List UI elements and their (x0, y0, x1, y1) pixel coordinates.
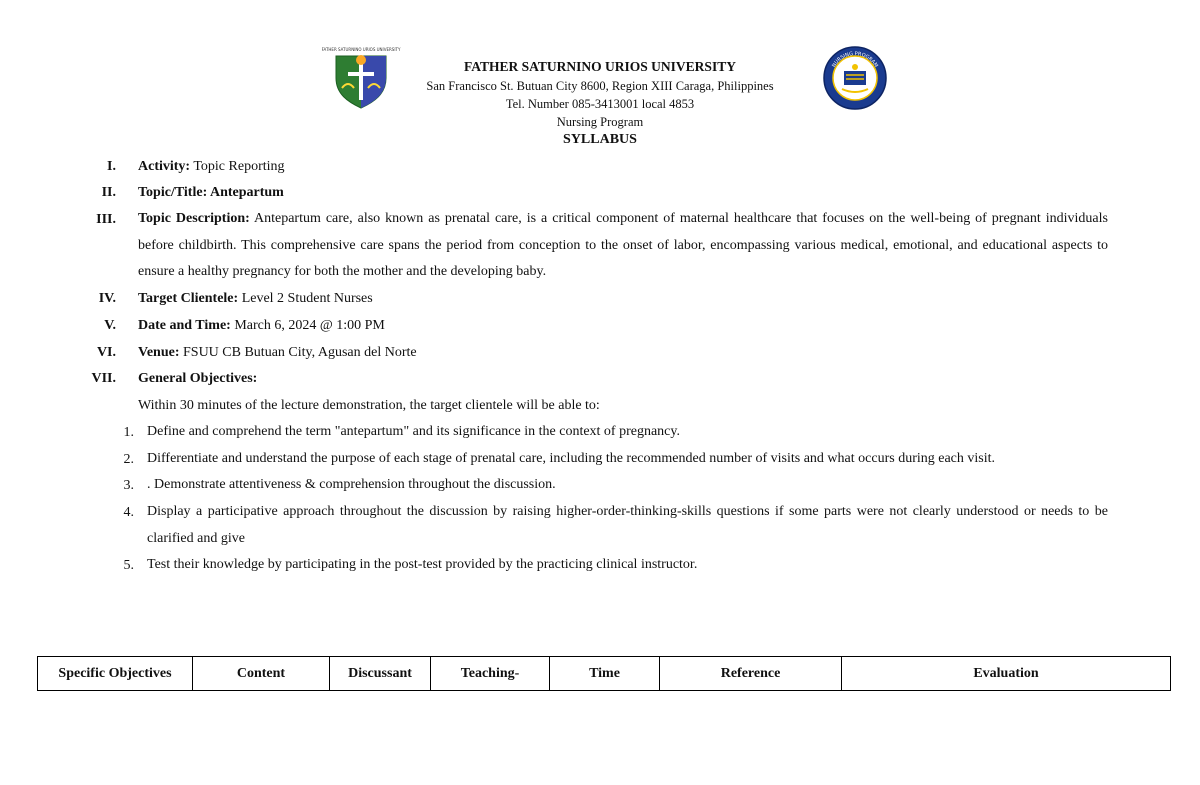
objective-number: 5. (123, 558, 134, 573)
objective-number: 4. (123, 505, 134, 520)
objective-text: Test their knowledge by participating in the post-test provided by the practicing clinical instructor. (147, 557, 698, 572)
item-label: Topic Description: (138, 211, 250, 226)
item-label: Venue: (138, 345, 180, 360)
item-label: Topic/Title: Antepartum (138, 185, 284, 200)
item-general-objectives (138, 371, 257, 387)
item-numeral-v: V. (104, 318, 116, 333)
objective-number: 3. (123, 478, 134, 493)
item-label: General Objectives: (138, 371, 258, 386)
item-venue (138, 345, 417, 361)
university-name: FATHER SATURNINO URIOS UNIVERSITY (464, 59, 736, 74)
document-title: SYLLABUS (563, 132, 637, 147)
objectives-intro: Within 30 minutes of the lecture demonstration, the target clientele will be able to: (138, 398, 600, 413)
item-numeral-iv: IV. (98, 291, 116, 306)
item-value: Antepartum care, also known as prenatal care, is a critical component of maternal healthcare that focuses on the well-being of pregnant individuals before childbirth. This comprehensive care spans the period from conception to the onset of labor, encompassing various medical, emotional, and educational aspects to ensure a healthy pregnancy for both the mother and the developing baby. (138, 211, 1108, 279)
svg-text:FATHER SATURNINO URIOS UNIVERS: FATHER SATURNINO URIOS UNIVERSITY (321, 47, 401, 52)
objective-text: Display a participative approach throughout the discussion by raising higher-order-thinking-skills questions if some parts were not clearly understood or needs to be clarified and give (147, 504, 1108, 546)
letterhead (380, 58, 820, 158)
item-target-clientele (138, 291, 373, 307)
table-header-row (38, 657, 1171, 691)
column-header: Content (193, 657, 330, 691)
item-label: Activity: (138, 159, 191, 174)
column-header: Teaching- (431, 657, 550, 691)
item-label: Date and Time: (138, 318, 231, 333)
item-value: March 6, 2024 @ 1:00 PM (230, 318, 385, 333)
item-numeral-vii: VII. (91, 371, 116, 386)
objective-number: 1. (123, 425, 134, 440)
university-address: San Francisco St. Butuan City 8600, Region XIII Caraga, Philippines (426, 79, 774, 93)
item-numeral-vi: VI. (96, 345, 116, 360)
column-header: Evaluation (842, 657, 1171, 691)
column-header: Reference (660, 657, 842, 691)
item-numeral-i: I. (107, 159, 116, 174)
program-name: Nursing Program (556, 115, 644, 129)
objective-number: 2. (123, 452, 134, 467)
item-value: FSUU CB Butuan City, Agusan del Norte (179, 345, 417, 360)
item-value: Level 2 Student Nurses (238, 291, 373, 306)
objective-text: . Demonstrate attentiveness & comprehension throughout the discussion. (147, 477, 556, 492)
syllabus-table (37, 656, 1171, 691)
item-date-time (138, 318, 385, 334)
item-activity (138, 159, 285, 175)
item-value: Topic Reporting (190, 159, 285, 174)
item-label: Target Clientele: (138, 291, 239, 306)
column-header: Specific Objectives (38, 657, 193, 691)
telephone-number: Tel. Number 085-3413001 local 4853 (505, 97, 695, 111)
svg-text:NURSING PROGRAM: NURSING PROGRAM (831, 50, 879, 69)
column-header: Discussant (330, 657, 431, 691)
objective-text: Differentiate and understand the purpose of each stage of prenatal care, including the recommended number of visits and what occurs during each visit. (147, 451, 995, 466)
item-numeral-ii: II. (101, 185, 116, 200)
nursing-program-logo (822, 45, 888, 111)
objective-text: Define and comprehend the term "antepartum" and its significance in the context of pregnancy. (147, 424, 680, 439)
item-topic-title (138, 185, 284, 201)
item-numeral-iii: III. (96, 212, 116, 227)
column-header: Time (550, 657, 660, 691)
item-topic-description (138, 206, 1108, 286)
